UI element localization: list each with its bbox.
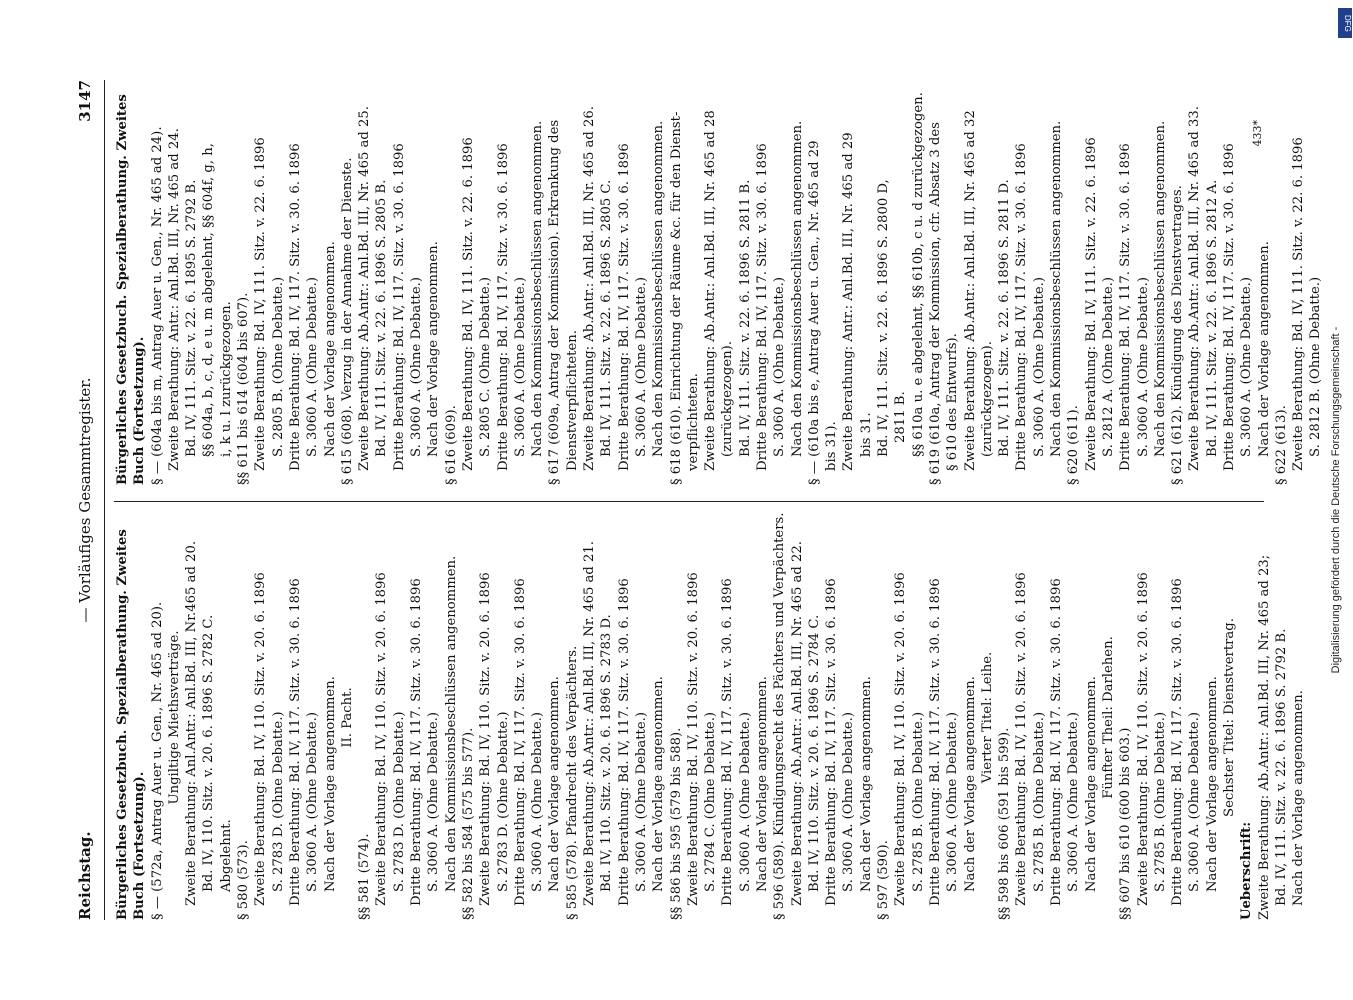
register-line: S. 3060 A. (Ohne Debatte.) — [530, 712, 546, 892]
register-line: Bd. IV, 111. Sitz. v. 22. 6. 1895 S. 2792 B. — [184, 179, 200, 457]
register-line: § 620 (611). — [1066, 405, 1082, 485]
register-line: Bd. IV, 111. Sitz. v. 22. 6. 1896 S. 2792 B. — [1273, 628, 1289, 906]
register-line: Bd. IV, 111. Sitz. v. 22. 6. 1896 S. 2805 B. — [374, 179, 390, 457]
register-line: S. 2805 C. (Ohne Debatte.) — [478, 276, 494, 457]
register-line: §§ 607 bis 610 (600 bis 603.) — [1118, 727, 1134, 920]
rotated-register-page — [56, 50, 1324, 950]
register-line: §§ 611 bis 614 (604 bis 607). — [236, 292, 252, 485]
register-line: S. 2812 A. (Ohne Debatte.) — [1100, 277, 1116, 457]
right-column — [114, 80, 1325, 485]
register-line: S. 3060 A. (Ohne Debatte.) — [633, 712, 649, 892]
register-line: (zurückgezogen). — [720, 341, 736, 457]
register-line: § 617 (609a, Antrag der Kommission). Erkrankung des — [547, 119, 563, 485]
register-line: Zweite Berathung: Ab.Antr.: Anl.Bd. III, Nr. 465 ad 23; — [1256, 554, 1272, 920]
register-line: 2811 B. — [893, 391, 909, 443]
register-line: S. 2812 B. (Ohne Debatte.) — [1308, 276, 1324, 457]
register-line: Nach der Vorlage angenommen. — [547, 676, 563, 892]
register-line: Zweite Berathung: Ab.Antr.: Anl.Bd. III, Nr. 465 ad 21. — [582, 540, 598, 906]
register-line: Dritte Berathung: Bd. IV, 117. Sitz. v. 30. 6. 1896 — [927, 578, 943, 906]
register-line: Nach der Vorlage angenommen. — [1204, 676, 1220, 892]
register-line: S. 3060 A. (Ohne Debatte.) — [737, 712, 753, 892]
register-line: Zweite Berathung: Bd. IV, 111. Sitz. v. 22. 6. 1896 — [1083, 137, 1099, 471]
register-line: Dritte Berathung: Bd. IV, 117. Sitz. v. 30. 6. 1896 — [616, 578, 632, 906]
register-line: Bd. IV, 111. Sitz. v. 22. 6. 1896 S. 2811 B. — [737, 179, 753, 457]
register-line: Dritte Berathung: Bd. IV, 117. Sitz. v. 30. 6. 1896 — [287, 143, 303, 471]
register-line: Zweite Berathung: Bd. IV, 110. Sitz. v. 20. 6. 1896 — [1014, 572, 1030, 906]
register-line: Dritte Berathung: Bd. IV, 117. Sitz. v. 30. 6. 1896 — [1049, 578, 1065, 906]
register-line: S. 3060 A. (Ohne Debatte.) — [1066, 712, 1082, 892]
register-line: Dritte Berathung: Bd. IV, 117. Sitz. v. 30. 6. 1896 — [720, 578, 736, 906]
register-line: Buch (Fortsetzung). — [132, 771, 148, 920]
register-line: Dritte Berathung: Bd. IV, 117. Sitz. v. 30. 6. 1896 — [512, 578, 528, 906]
register-line: Dritte Berathung: Bd. IV, 117. Sitz. v. 30. 6. 1896 — [824, 578, 840, 906]
register-line: Zweite Berathung: Ab.Antr.: Anl.Bd. III, Nr. 465 ad 25. — [357, 105, 373, 471]
register-line: Nach der Vorlage angenommen. — [322, 241, 338, 457]
register-line: Zweite Berathung: Ab.Antr.: Anl.Bd. III, Nr. 465 ad 32 — [962, 110, 978, 471]
header-left: Reichstag. — [76, 831, 94, 920]
register-line: Bd. IV, 111. Sitz. v. 22. 6. 1896 S. 2811 D. — [997, 179, 1013, 457]
register-line: Zweite Berathung: Bd. IV, 110. Sitz. v. 20. 6. 1896 — [893, 572, 909, 906]
register-line: §§ 582 bis 584 (575 bis 577). — [460, 727, 476, 920]
register-line: Dienstverpflichteten. — [564, 330, 580, 471]
register-line: Zweite Berathung: Bd. IV, 111. Sitz. v. 22. 6. 1896 — [1291, 137, 1307, 471]
register-line: Zweite Berathung: Anl.Antr.: Anl.Bd. III, Nr.465 ad 20. — [184, 540, 200, 906]
register-line: Nach der Vorlage angenommen. — [858, 676, 874, 892]
register-line: § 619 (610a, Antrag der Kommission, cfr. Absatz 3 des — [927, 122, 943, 485]
register-line: Dritte Berathung: Bd. IV, 117. Sitz. v. 30. 6. 1896 — [495, 143, 511, 471]
register-line: verpflichteten. — [685, 373, 701, 471]
register-line: Bd. IV, 111. Sitz. v. 22. 6. 1896 S. 2812 A. — [1204, 179, 1220, 457]
register-line: Nach den Kommissionsbeschlüssen angenommen. — [530, 120, 546, 457]
register-line: Dritte Berathung: Bd. IV, 117. Sitz. v. 30. 6. 1896 — [1014, 143, 1030, 471]
side-note-text: Digitalisierung gefördert durch die Deutsche Forschungsgemeinschaft - — [1330, 326, 1342, 674]
register-line: Bd. IV, 110. Sitz. v. 20. 6. 1896 S. 2784 C. — [806, 614, 822, 892]
register-line: Zweite Berathung: Ab.Antr.: Anl.Bd. III, Nr. 465 ad 22. — [789, 540, 805, 906]
register-line: S. 3060 A. (Ohne Debatte.) — [1135, 277, 1151, 457]
register-line: S. 3060 A. (Ohne Debatte.) — [772, 277, 788, 457]
register-line: S. 3060 A. (Ohne Debatte.) — [305, 712, 321, 892]
register-line: S. 2783 D. (Ohne Debatte.) — [270, 711, 286, 892]
register-line: Nach der Vorlage angenommen. — [426, 241, 442, 457]
register-line: Zweite Berathung: Bd. IV, 110. Sitz. v. 20. 6. 1896 — [374, 572, 390, 906]
register-line: S. 3060 A. (Ohne Debatte.) — [633, 277, 649, 457]
register-line: Dritte Berathung: Bd. IV, 117. Sitz. v. 30. 6. 1896 — [287, 578, 303, 906]
register-line: Dritte Berathung: Bd. IV, 117. Sitz. v. 30. 6. 1896 — [391, 143, 407, 471]
register-line: S. 2805 B. (Ohne Debatte.) — [270, 276, 286, 457]
register-line: S. 3060 A. (Ohne Debatte.) — [305, 277, 321, 457]
register-line: §§ 586 bis 595 (579 bis 588). — [668, 727, 684, 920]
register-line: Nach der Vorlage angenommen. — [754, 676, 770, 892]
signature-mark: 433* — [1251, 120, 1264, 147]
register-line: Nach den Kommissionsbeschlüssen angenommen. — [651, 120, 667, 457]
register-line: S. 3060 A. (Ohne Debatte.) — [409, 277, 425, 457]
register-line: Nach der Vorlage angenommen. — [1083, 676, 1099, 892]
register-line: Bd. IV, 111. Sitz. v. 22. 6. 1896 S. 2800 D, — [876, 179, 892, 457]
register-line: Abgelehnt. — [218, 819, 234, 892]
register-line: Nach der Vorlage angenommen. — [962, 676, 978, 892]
register-line: II. Pacht. — [339, 687, 355, 748]
register-line: § 621 (612). Kündigung des Dienstvertrages. — [1170, 185, 1186, 485]
register-line: Zweite Berathung: Bd. IV, 110. Sitz. v. 20. 6. 1896 — [478, 572, 494, 906]
register-line: § — (610a bis e, Antrag Auer u. Gen., Nr. 465 ad 29 — [806, 140, 822, 485]
register-line: Dritte Berathung: Bd. IV, 117. Sitz. v. 30. 6. 1896 — [409, 578, 425, 906]
register-line: S. 2785 B. (Ohne Debatte.) — [1152, 711, 1168, 892]
register-line: Zweite Berathung: Bd. IV, 110. Sitz. v. 20. 6. 1896 — [1135, 572, 1151, 906]
register-line: Bd. IV, 110. Sitz. v. 20. 6. 1896 S. 2782 C. — [201, 614, 217, 892]
register-line: Dritte Berathung: Bd. IV, 117. Sitz. v. 30. 6. 1896 — [754, 143, 770, 471]
register-line: Buch (Fortsetzung). — [132, 336, 148, 485]
register-line: Zweite Berathung: Bd. IV, 110. Sitz. v. 20. 6. 1896 — [253, 572, 269, 906]
register-line: S. 3060 A. (Ohne Debatte.) — [1187, 712, 1203, 892]
register-line: Zweite Berathung: Antr.: Anl.Bd. III, Nr. 465 ad 24. — [166, 128, 182, 471]
page-number: 3147 — [76, 80, 94, 122]
dfg-logo: DFG — [1338, 8, 1352, 38]
register-line: S. 3060 A. (Ohne Debatte.) — [426, 712, 442, 892]
column-divider — [114, 501, 1264, 502]
register-line: § — (572a, Antrag Auer u. Gen., Nr. 465 ad 20). — [149, 601, 165, 920]
register-line: Dritte Berathung: Bd. IV, 117. Sitz. v. 30. 6. 1896 — [1170, 578, 1186, 906]
register-line: Bd. IV, 111. Sitz. v. 22. 6. 1896 S. 2805 C. — [599, 179, 615, 457]
register-line: § 618 (610). Einrichtung der Räume &c. für den Dienst- — [668, 111, 684, 485]
register-line: § 596 (589). Kündigungsrecht des Pächters und Verpächters. — [772, 512, 788, 920]
register-line: (zurückgezogen). — [979, 341, 995, 457]
register-line: § 616 (609). — [443, 405, 459, 485]
register-line: Nach der Vorlage angenommen. — [1256, 241, 1272, 457]
register-line: Nach der Vorlage angenommen. — [651, 676, 667, 892]
register-line: bis 31). — [824, 421, 840, 471]
register-line: § — (604a bis m, Antrag Auer u. Gen., Nr. 465 ad 24). — [149, 126, 165, 485]
register-line: S. 3060 A. (Ohne Debatte.) — [512, 277, 528, 457]
register-line: Zweite Berathung: Ab.Antr.: Anl.Bd. III, Nr. 465 ad 26. — [582, 105, 598, 471]
register-line: S. 2783 D. (Ohne Debatte.) — [391, 711, 407, 892]
register-line: Bürgerliches Gesetzbuch. Spezialberathung. Zweites — [115, 94, 130, 485]
register-line: S. 3060 A. (Ohne Debatte.) — [841, 712, 857, 892]
register-line: Zweite Berathung: Ab.Antr.: Anl.Bd. III, Nr. 465 ad 28 — [703, 110, 719, 471]
register-line: Vierter Titel: Leihe. — [979, 651, 995, 784]
register-line: S. 3060 A. (Ohne Debatte.) — [1031, 277, 1047, 457]
header-rule — [104, 80, 105, 920]
side-note — [1330, 10, 1350, 990]
register-line: S. 2785 B. (Ohne Debatte.) — [910, 711, 926, 892]
register-line: S. 3060 A. (Ohne Debatte.) — [945, 712, 961, 892]
register-line: § 597 (590). — [876, 840, 892, 920]
register-line: i, k u. l zurückgezogen. — [218, 301, 234, 457]
register-line: § 580 (573). — [236, 840, 252, 920]
register-line: S. 2784 C. (Ohne Debatte.) — [703, 711, 719, 892]
register-line: S. 3060 A. (Ohne Debatte.) — [1239, 277, 1255, 457]
register-line: Ueberschrift: — [1239, 821, 1255, 920]
register-line: § 585 (578). Pfandrecht des Verpächters. — [564, 645, 580, 920]
register-line: §§ 604a, b, c, d, e u. m abgelehnt, §§ 604f, g, h, — [201, 143, 217, 457]
register-line: §§ 610a u. e abgelehnt, §§ 610b, c u. d zurückgezogen. — [910, 92, 926, 457]
register-line: Bürgerliches Gesetzbuch. Spezialberathung. Zweites — [115, 529, 130, 920]
register-line: Zweite Berathung: Bd. IV, 110. Sitz. v. 20. 6. 1896 — [685, 572, 701, 906]
register-line: Nach der Vorlage angenommen. — [1291, 690, 1307, 906]
register-line: Fünfter Theil: Darlehen. — [1100, 636, 1116, 799]
page-header — [76, 80, 100, 920]
register-line: Nach den Kommissionsbeschlüssen angenommen. — [443, 555, 459, 892]
register-line: Ungiltige Miethsverträge. — [166, 630, 182, 805]
register-line: Zweite Berathung: Bd. IV, 111. Sitz. v. 22. 6. 1896 — [253, 137, 269, 471]
register-line: bis 31. — [858, 412, 874, 457]
left-column — [114, 512, 1307, 920]
register-line: §§ 581 (574). — [357, 833, 373, 920]
register-line: Bd. IV, 110. Sitz. v. 20. 6. 1896 S. 2783 D. — [599, 614, 615, 892]
register-line: S. 2783 D. (Ohne Debatte.) — [495, 711, 511, 892]
register-line: S. 2785 B. (Ohne Debatte.) — [1031, 711, 1047, 892]
register-line: Zweite Berathung: Bd. IV, 111. Sitz. v. 22. 6. 1896 — [460, 137, 476, 471]
register-line: Dritte Berathung: Bd. IV, 117. Sitz. v. 30. 6. 1896 — [1222, 143, 1237, 471]
header-title: — Vorläufiges Gesammtregister. — [76, 377, 94, 623]
register-line: §§ 598 bis 606 (591 bis 599). — [997, 727, 1013, 920]
register-line: Dritte Berathung: Bd. IV, 117. Sitz. v. 30. 6. 1896 — [1118, 143, 1134, 471]
register-line: Nach den Kommissionsbeschlüssen angenommen. — [1152, 120, 1168, 457]
register-line: Sechster Titel: Dienstvertrag. — [1222, 618, 1237, 817]
register-line: Zweite Berathung: Antr.: Anl.Bd. III, Nr. 465 ad 29 — [841, 132, 857, 471]
register-line: Dritte Berathung: Bd. IV, 117. Sitz. v. 30. 6. 1896 — [616, 143, 632, 471]
register-line: § 610 des Entwurfs). — [945, 333, 961, 471]
register-line: § 615 (608). Verzug in der Annahme der Dienste. — [339, 157, 355, 485]
register-line: Zweite Berathung: Ab.Antr.: Anl.Bd. III, Nr. 465 ad 33. — [1187, 105, 1203, 471]
register-line: Nach der Vorlage angenommen. — [322, 676, 338, 892]
register-line: Nach den Kommissionsbeschlüssen angenommen. — [1049, 120, 1065, 457]
register-line: Nach den Kommissionsbeschlüssen angenommen. — [789, 120, 805, 457]
register-line: § 622 (613). — [1273, 405, 1289, 485]
